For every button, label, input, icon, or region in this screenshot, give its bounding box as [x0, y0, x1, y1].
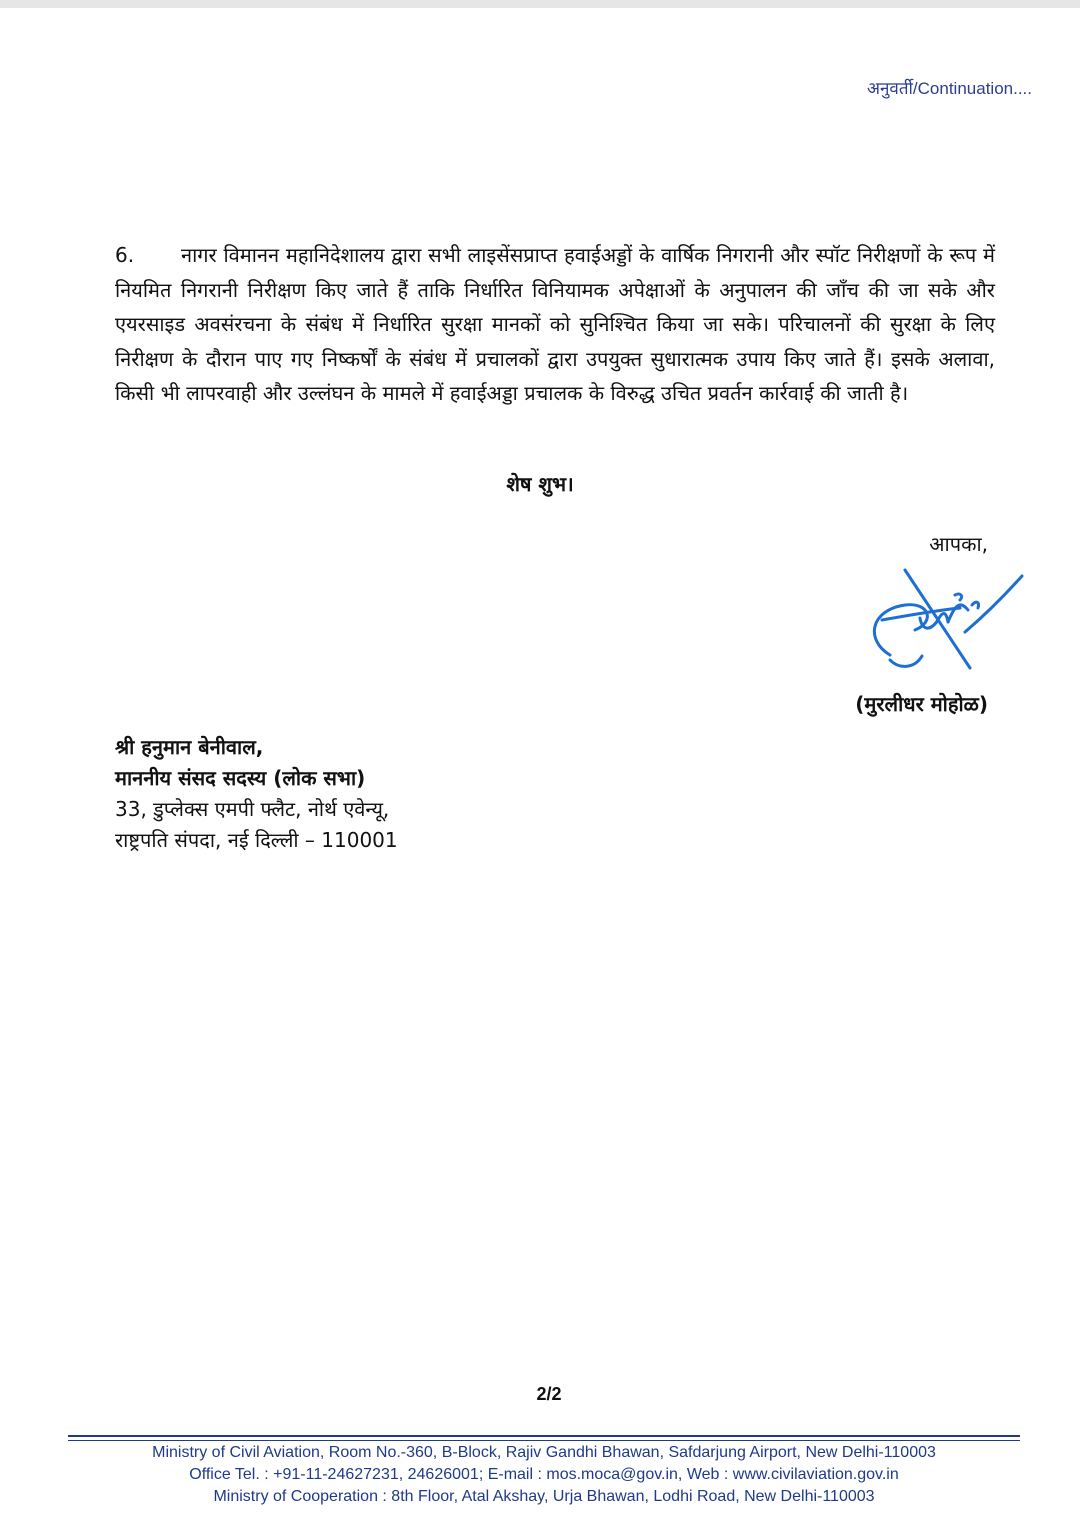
paragraph-6 — [115, 238, 995, 411]
recipient-designation: माननीय संसद सदस्य (लोक सभा) — [115, 766, 366, 790]
recipient-block — [115, 732, 398, 856]
recipient-name: श्री हनुमान बेनीवाल, — [115, 735, 264, 759]
footer-line-1: Ministry of Civil Aviation, Room No.-360, B-Block, Rajiv Gandhi Bhawan, Safdarjung Airport, New Delhi-110003 — [152, 1444, 936, 1461]
paragraph-number: 6. — [115, 243, 135, 267]
top-edge-strip — [0, 0, 1080, 8]
paragraph-text: नागर विमानन महानिदेशालय द्वारा सभी लाइसेंसप्राप्त हवाईअड्डों के वार्षिक निगरानी और स्पॉट निरीक्षणों के रूप में नियमित निगरानी निरीक्षण किए जाते हैं ताकि निर्धारित विनियामक अपेक्षाओं के अनुपालन की जाँच की जा सके और एयरसाइड अवसंरचना के संबंध में निर्धारित सुरक्षा मानकों को सुनिश्चित किया जा सके। परिचालनों की सुरक्षा के लिए निरीक्षण के दौरान पाए गए निष्कर्षों के संबंध में प्रचालकों द्वारा उपयुक्त सुधारात्मक उपाय किए जाते हैं। इसके अलावा, किसी भी लापरवाही और उल्लंघन के मामले में हवाईअड्डा प्रचालक के विरुद्ध उचित प्रवर्तन कार्रवाई की जाती है। — [115, 243, 995, 405]
signature-mark — [860, 560, 1030, 685]
signatory-name: (मुरलीधर मोहोळ) — [855, 692, 988, 716]
recipient-address-line-2: राष्ट्रपति संपदा, नई दिल्ली – 110001 — [115, 828, 398, 852]
yours-sincerely: आपका, — [929, 532, 988, 556]
closing-greeting: शेष शुभ। — [506, 472, 574, 496]
footer-line-3: Ministry of Cooperation : 8th Floor, Atal Akshay, Urja Bhawan, Lodhi Road, New Delhi-110003 — [213, 1488, 875, 1505]
footer-divider-thin — [68, 1440, 1020, 1441]
recipient-address-line-1: 33, डुप्लेक्स एमपी फ्लैट, नोर्थ एवेन्यू, — [115, 797, 390, 821]
footer-divider — [68, 1435, 1020, 1437]
footer-address — [0, 1442, 1080, 1508]
page-number: 2/2 — [536, 1384, 562, 1404]
footer-line-2: Office Tel. : +91-11-24627231, 24626001; E-mail : mos.moca@gov.in, Web : www.civilaviation.gov.in — [189, 1466, 899, 1483]
continuation-header: अनुवर्ती/Continuation.... — [866, 79, 1032, 98]
